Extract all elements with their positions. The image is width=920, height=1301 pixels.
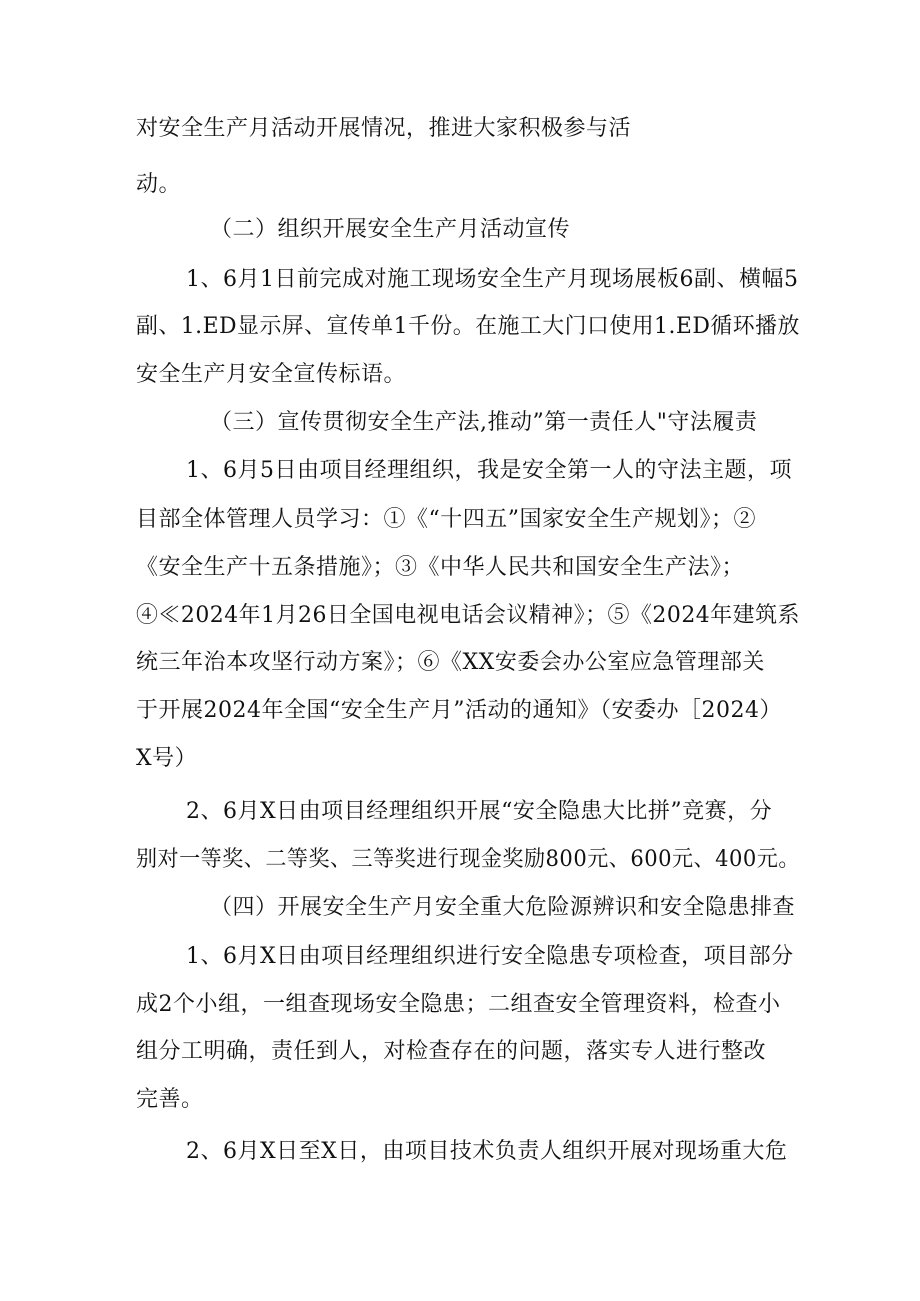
section-heading: （三）宣传贯彻安全生产法,推动”第一责任人"守法履责: [210, 410, 758, 435]
paragraph-line: 1、6月5日由项目经理组织，我是安全第一人的守法主题，项: [186, 458, 792, 483]
paragraph-line: 副、1.ED显示屏、宣传单1千份。在施工大门口使用1.ED循环播放: [136, 314, 800, 339]
paragraph-line: 2、6月X日至X日，由项目技术负责人组织开展对现场重大危: [186, 1139, 788, 1164]
paragraph-line: 目部全体管理人员学习：①《“十四五”国家安全生产规划》；②: [136, 507, 756, 532]
paragraph-line: 统三年治本攻坚行动方案》；⑥《XX安委会办公室应急管理部关: [136, 650, 765, 675]
paragraph-line: 成2个小组，一组查现场安全隐患；二组查安全管理资料，检查小: [136, 992, 781, 1017]
paragraph-line: 《安全生产十五条措施》；③《中华人民共和国安全生产法》；: [136, 555, 745, 580]
paragraph-line: 别对一等奖、二等奖、三等奖进行现金奖励800元、600元、400元。: [136, 847, 800, 872]
paragraph-line: 2、6月X日由项目经理组织开展“安全隐患大比拼”竞赛，分: [186, 799, 773, 824]
paragraph-line: 1、6月X日由项目经理组织进行安全隐患专项检查，项目部分: [186, 944, 794, 969]
paragraph-line: ④≪2024年1月26日全国电视电话会议精神》；⑤《2024年建筑系: [136, 603, 800, 628]
paragraph-line: 1、6月1日前完成对施工现场安全生产月现场展板6副、横幅5: [186, 267, 799, 292]
section-heading: （四）开展安全生产月安全重大危险源辨识和安全隐患排查: [210, 895, 796, 920]
section-heading: （二）组织开展安全生产月活动宣传: [210, 217, 571, 242]
paragraph-line: 安全生产月安全宣传标语。: [136, 362, 407, 387]
paragraph-line: X号）: [136, 746, 198, 771]
paragraph-line: 组分工明确，责任到人，对检查存在的问题，落实专人进行整改: [136, 1039, 767, 1064]
paragraph-line: 于开展2024年全国“安全生产月”活动的通知》（安委办［2024）: [136, 698, 782, 723]
paragraph-line: 完善。: [136, 1087, 204, 1112]
paragraph-line: 动。: [136, 172, 182, 197]
paragraph-line: 对安全生产月活动开展情况，推进大家积极参与活: [136, 116, 632, 141]
